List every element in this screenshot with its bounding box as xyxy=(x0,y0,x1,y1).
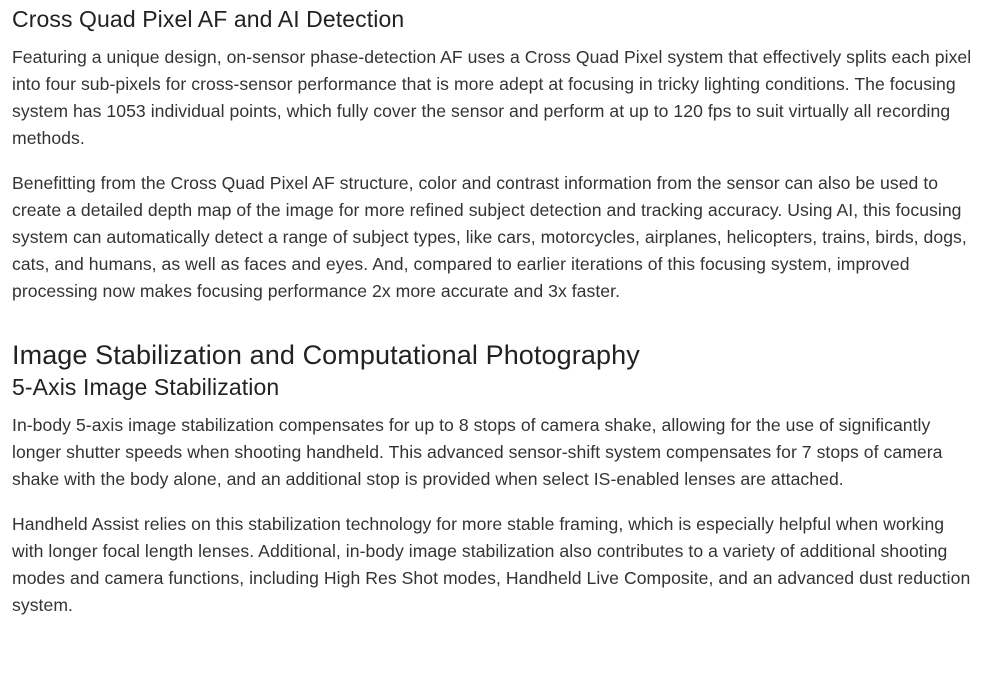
paragraph-depth-map-ai-detection: Benefitting from the Cross Quad Pixel AF structure, color and contrast information from the sensor can also be used to create a detailed depth map of the image for more refined subject detection and tracking accuracy. Using AI, this focusing system can automatically detect a range of subject types, like cars, motorcycles, airplanes, helicopters, trains, birds, dogs, cats, and humans, as well as faces and eyes. And, compared to earlier iterations of this focusing system, improved processing now makes focusing performance 2x more accurate and 3x faster. xyxy=(12,173,967,301)
paragraph-handheld-assist: Handheld Assist relies on this stabilization technology for more stable framing, which is especially helpful when working with longer focal length lenses. Additional, in-body image stabilization also contributes to a variety of additional shooting modes and camera functions, including High Res Shot modes, Handheld Live Composite, and an advanced dust reduction system. xyxy=(12,514,971,615)
section-heading-cross-quad-pixel-af: Cross Quad Pixel AF and AI Detection xyxy=(12,6,405,32)
paragraph-ibis-stops: In-body 5-axis image stabilization compensates for up to 8 stops of camera shake, allowing for the use of significantly longer shutter speeds when shooting handheld. This advanced sensor-shift system compensates for 7 stops of camera shake with the body alone, and an additional stop is provided when select IS-enabled lenses are attached. xyxy=(12,415,943,489)
paragraph-cross-quad-pixel-intro: Featuring a unique design, on-sensor phase-detection AF uses a Cross Quad Pixel system that effectively splits each pixel into four sub-pixels for cross-sensor performance that is more adept at focusing in tricky lighting conditions. The focusing system has 1053 individual points, which fully cover the sensor and perform at up to 120 fps to suit virtually all recording methods. xyxy=(12,47,972,148)
subsection-heading-5-axis-ibis: 5-Axis Image Stabilization xyxy=(12,374,280,400)
section-heading-image-stabilization: Image Stabilization and Computational Photography xyxy=(12,340,640,370)
